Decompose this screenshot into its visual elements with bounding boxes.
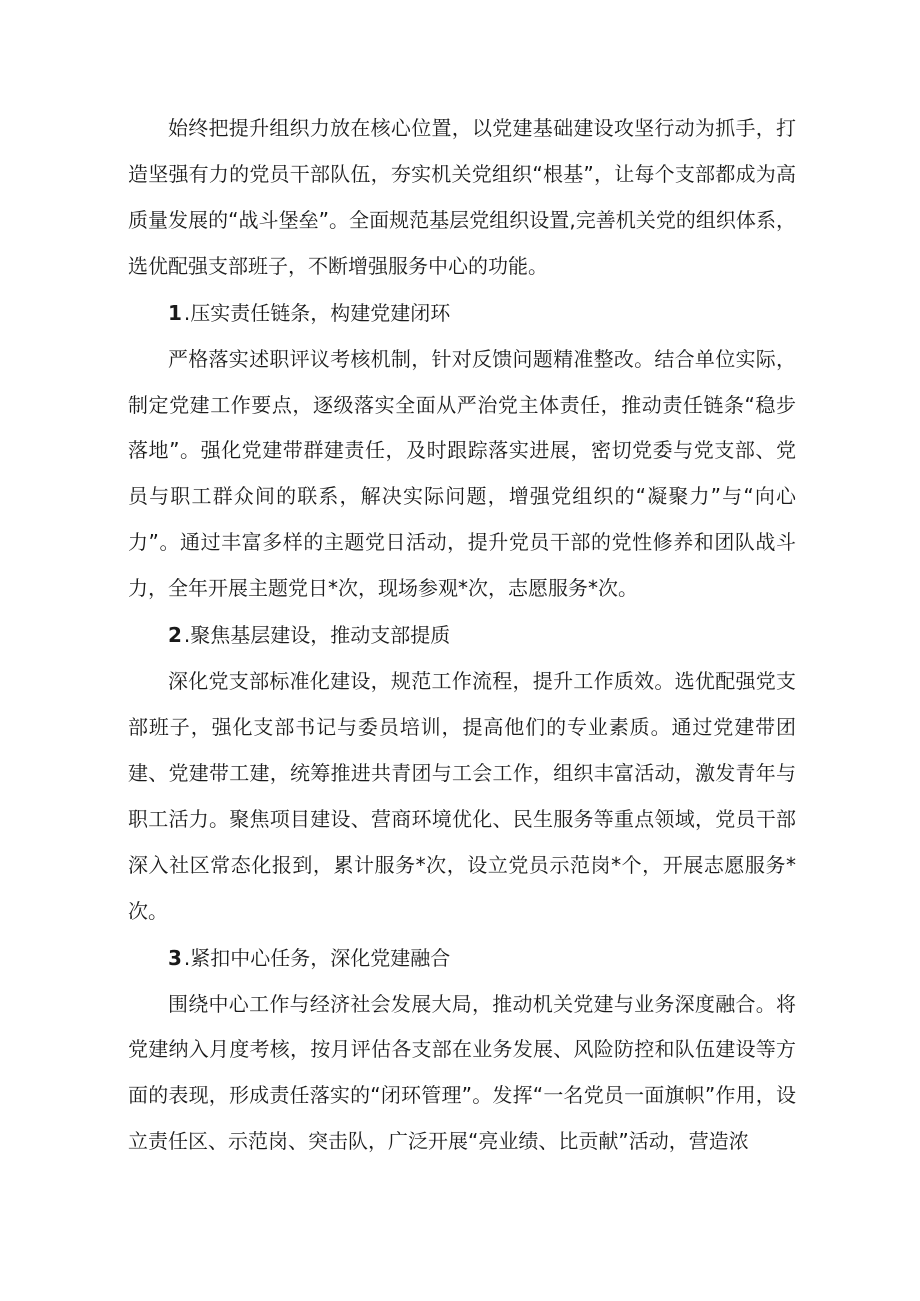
- section-number: 2: [168, 623, 182, 648]
- section-heading-1: [128, 290, 796, 337]
- section-paragraph-1: 严格落实述职评议考核机制，针对反馈问题精准整改。结合单位实际，制定党建工作要点，逐级落实全面从严治党主体责任，推动责任链条“稳步落地”。强化党建带群建责任，及时跟踪落实进展，密切党委与党支部、党员与职工群众间的联系，解决实际问题，增强党组织的“凝聚力”与“向心力”。通过丰富多样的主题党日活动，提升党员干部的党性修养和团队战斗力，全年开展主题党日*次，现场参观*次，志愿服务*次。: [128, 346, 796, 601]
- section-number: 1: [168, 300, 182, 325]
- section-title: .压实责任链条，构建党建闭环: [183, 300, 451, 325]
- section-heading-3: [128, 935, 796, 982]
- section-title: .聚焦基层建设，推动支部提质: [183, 623, 451, 648]
- intro-paragraph: 始终把提升组织力放在核心位置，以党建基础建设攻坚行动为抓手，打造坚强有力的党员干部队伍，夯实机关党组织“根基”，让每个支部都成为高质量发展的“战斗堡垒”。全面规范基层党组织设置,完善机关党的组织体系，选优配强支部班子，不断增强服务中心的功能。: [128, 116, 796, 278]
- document-body: [128, 106, 796, 1165]
- section-paragraph-2: 深化党支部标准化建设，规范工作流程，提升工作质效。选优配强党支部班子，强化支部书记与委员培训，提高他们的专业素质。通过党建带团建、党建带工建，统筹推进共青团与工会工作，组织丰富活动，激发青年与职工活力。聚焦项目建设、营商环境优化、民生服务等重点领域，党员干部深入社区常态化报到，累计服务*次，设立党员示范岗*个，开展志愿服务*次。: [128, 669, 796, 923]
- section-paragraph-3: 围绕中心工作与经济社会发展大局，推动机关党建与业务深度融合。将党建纳入月度考核，按月评估各支部在业务发展、风险防控和队伍建设等方面的表现，形成责任落实的“闭环管理”。发挥“一名党员一面旗帜”作用，设立责任区、示范岗、突击队，广泛开展“亮业绩、比贡献”活动，营造浓: [128, 991, 796, 1154]
- section-number: 3: [168, 945, 182, 970]
- section-title: .紧扣中心任务，深化党建融合: [183, 945, 451, 970]
- section-heading-2: [128, 612, 796, 659]
